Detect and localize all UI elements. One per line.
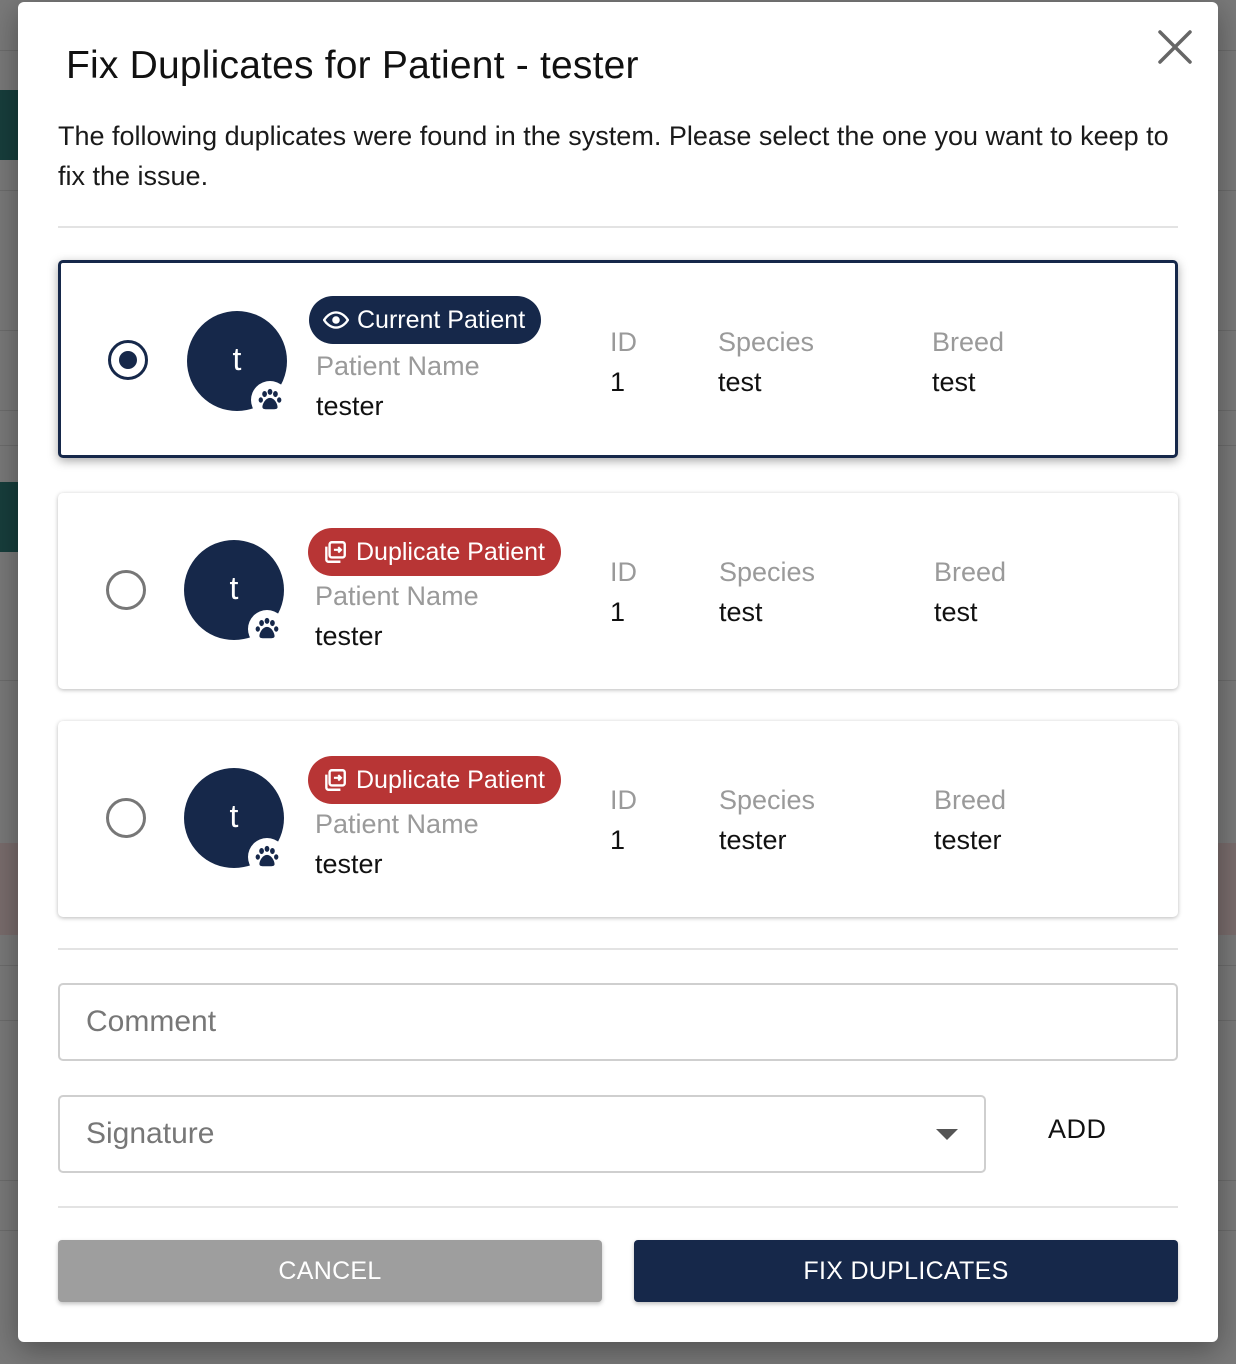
- comment-input[interactable]: [58, 983, 1178, 1061]
- paw-icon: [254, 616, 280, 642]
- patient-radio[interactable]: [106, 798, 146, 838]
- id-value: 1: [610, 597, 626, 627]
- avatar: [184, 768, 284, 868]
- signature-select-label: Signature: [86, 1117, 215, 1150]
- id-value: 1: [610, 825, 626, 855]
- patient-card-duplicate[interactable]: [58, 721, 1178, 917]
- breed-value: test: [932, 367, 976, 397]
- breed-label: Breed: [934, 557, 1007, 587]
- species-value: test: [719, 597, 763, 627]
- avatar-initial: t: [232, 341, 242, 377]
- paw-icon: [254, 844, 280, 870]
- paw-badge: [248, 610, 286, 648]
- species-label: Species: [719, 785, 816, 815]
- id-label: ID: [610, 327, 637, 357]
- tag-label: Current Patient: [357, 305, 526, 334]
- eye-icon: [323, 307, 349, 333]
- avatar: [187, 311, 287, 411]
- patient-radio[interactable]: [108, 340, 148, 380]
- tag-label: Duplicate Patient: [356, 537, 546, 566]
- radio-selected-dot: [119, 351, 137, 369]
- current-patient-tag: [309, 296, 541, 344]
- species-value: tester: [719, 825, 787, 855]
- cancel-button[interactable]: CANCEL: [58, 1240, 602, 1302]
- patient-card-current[interactable]: [58, 260, 1178, 458]
- paw-icon: [257, 387, 283, 413]
- signature-select[interactable]: [58, 1095, 986, 1173]
- divider: [58, 948, 1178, 950]
- breed-label: Breed: [932, 327, 1005, 357]
- fix-duplicates-button[interactable]: FIX DUPLICATES: [634, 1240, 1178, 1302]
- patient-name-value: tester: [316, 391, 384, 421]
- avatar-initial: t: [229, 570, 239, 606]
- species-label: Species: [719, 557, 816, 587]
- patient-name-value: tester: [315, 849, 383, 879]
- id-value: 1: [610, 367, 626, 397]
- duplicate-icon: [322, 767, 348, 793]
- avatar: [184, 540, 284, 640]
- fix-duplicates-dialog: [18, 2, 1218, 1342]
- patient-name-label: Patient Name: [315, 809, 479, 839]
- patient-card-duplicate[interactable]: [58, 493, 1178, 689]
- close-button[interactable]: [1154, 26, 1196, 68]
- patient-radio[interactable]: [106, 570, 146, 610]
- breed-label: Breed: [934, 785, 1007, 815]
- breed-value: test: [934, 597, 978, 627]
- tag-label: Duplicate Patient: [356, 765, 546, 794]
- species-value: test: [718, 367, 762, 397]
- duplicate-patient-tag: [308, 756, 561, 804]
- id-label: ID: [610, 785, 637, 815]
- patient-name-label: Patient Name: [316, 351, 480, 381]
- dialog-title: Fix Duplicates for Patient - tester: [66, 44, 639, 87]
- dialog-description: The following duplicates were found in the system. Please select the one you want to keep to fix the issue.: [58, 121, 1169, 191]
- caret-down-icon: [936, 1129, 958, 1140]
- paw-badge: [251, 381, 289, 419]
- duplicate-icon: [322, 539, 348, 565]
- species-label: Species: [718, 327, 815, 357]
- avatar-initial: t: [229, 798, 239, 834]
- divider: [58, 226, 1178, 228]
- close-icon: [1154, 26, 1196, 68]
- duplicate-patient-tag: [308, 528, 561, 576]
- patient-name-value: tester: [315, 621, 383, 651]
- patient-name-label: Patient Name: [315, 581, 479, 611]
- add-signature-button[interactable]: ADD: [1048, 1114, 1107, 1144]
- paw-badge: [248, 838, 286, 876]
- id-label: ID: [610, 557, 637, 587]
- breed-value: tester: [934, 825, 1002, 855]
- divider: [58, 1206, 1178, 1208]
